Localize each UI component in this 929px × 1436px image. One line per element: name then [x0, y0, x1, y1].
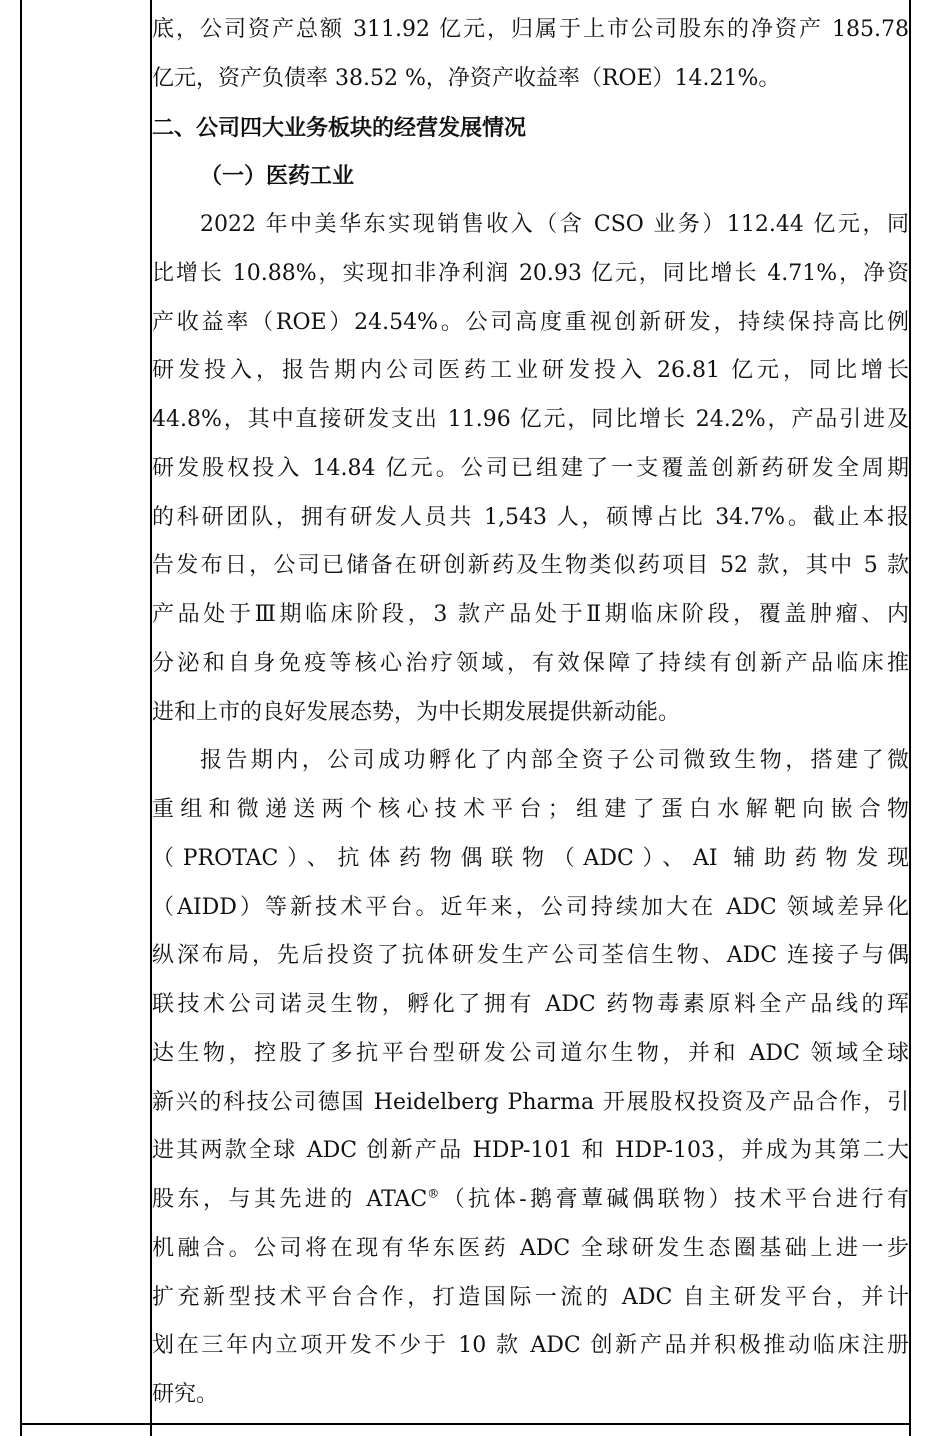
- text-segment: 扩充新型技术平台合作，打造国际一流的 ADC 自主研发平台，并计: [152, 1284, 909, 1310]
- text-segment: （抗体-鹅膏蕈碱偶联物）技术平台进行有: [439, 1187, 910, 1212]
- text-segment: 告发布日，公司已储备在研创新药及生物类似药项目 52 款，其中 5 款: [152, 553, 909, 579]
- text-segment: （PROTAC）、抗体药物偶联物（ADC）、AI 辅助药物发现: [152, 845, 909, 871]
- text-line: [152, 396, 909, 444]
- text-line: [152, 299, 909, 347]
- text-segment: 进和上市的良好发展态势，为中长期发展提供新动能。: [152, 699, 681, 725]
- table-right-border: [909, 0, 911, 1436]
- text-segment: 新兴的科技公司德国 Heidelberg Pharma 开展股权投资及产品合作，引: [152, 1089, 909, 1115]
- text-segment: 股东，与其先进的 ATAC: [152, 1187, 428, 1212]
- text-segment: 研发股权投入 14.84 亿元。公司已组建了一支覆盖创新药研发全周期: [152, 455, 909, 481]
- text-segment: 研究。: [152, 1382, 219, 1407]
- text-line: [152, 445, 909, 493]
- text-line: [152, 786, 909, 834]
- text-segment: 划在三年内立项开发不少于 10 款 ADC 创新产品并积极推动临床注册: [152, 1333, 909, 1359]
- text-segment: 重组和微递送两个核心技术平台；组建了蛋白水解靶向嵌合物: [152, 797, 909, 822]
- text-segment: 分泌和自身免疫等核心治疗领域，有效保障了持续有创新产品临床推: [152, 650, 909, 676]
- text-segment: 的科研团队，拥有研发人员共 1,543 人，硕博占比 34.7%。截止本报: [152, 504, 909, 530]
- text-line: [152, 1371, 909, 1419]
- text-line: [152, 1030, 909, 1078]
- text-line: [152, 1127, 909, 1175]
- text-line: [152, 1274, 909, 1322]
- text-line: [152, 55, 909, 103]
- text-line: [152, 640, 909, 688]
- text-segment: 2022 年中美华东实现销售收入（含 CSO 业务）112.44 亿元，同: [200, 212, 909, 237]
- text-line: [152, 1225, 909, 1273]
- registered-mark: ®: [427, 1186, 440, 1201]
- text-segment: 44.8%，其中直接研发支出 11.96 亿元，同比增长 24.2%，产品引进及: [152, 407, 909, 432]
- text-line: [152, 542, 909, 590]
- table-bottom-border: [20, 1423, 911, 1425]
- text-segment: 二、公司四大业务板块的经营发展情况: [152, 114, 527, 141]
- text-line: [152, 494, 909, 542]
- text-segment: （AIDD）等新技术平台。近年来，公司持续加大在 ADC 领域差异化: [152, 894, 909, 920]
- text-segment: 机融合。公司将在现有华东医药 ADC 全球研发生态圈基础上进一步: [152, 1235, 909, 1261]
- text-segment: 产收益率（ROE）24.54%。公司高度重视创新研发，持续保持高比例: [152, 309, 909, 335]
- section-heading: [152, 104, 909, 152]
- text-line: [152, 591, 909, 639]
- text-segment: （一）医药工业: [200, 163, 355, 190]
- text-line: [152, 1176, 909, 1224]
- text-line: [152, 884, 909, 932]
- text-segment: 产品处于Ⅲ期临床阶段，3 款产品处于Ⅱ期临床阶段，覆盖肿瘤、内: [152, 602, 909, 627]
- text-line: [152, 835, 909, 883]
- section-heading: [200, 152, 909, 200]
- text-line: [152, 1322, 909, 1370]
- text-segment: 联技术公司诺灵生物，孵化了拥有 ADC 药物毒素原料全产品线的珲: [152, 992, 909, 1017]
- text-line: [152, 347, 909, 395]
- text-segment: 纵深布局，先后投资了抗体研发生产公司荃信生物、ADC 连接子与偶: [152, 943, 909, 969]
- text-segment: 达生物，控股了多抗平台型研发公司道尔生物，并和 ADC 领域全球: [152, 1040, 909, 1066]
- text-line: [200, 737, 909, 785]
- text-segment: 研发投入，报告期内公司医药工业研发投入 26.81 亿元，同比增长: [152, 358, 909, 384]
- text-segment: 比增长 10.88%，实现扣非净利润 20.93 亿元，同比增长 4.71%，净资: [152, 260, 909, 286]
- text-segment: 底，公司资产总额 311.92 亿元，归属于上市公司股东的净资产 185.78: [152, 17, 909, 42]
- text-segment: 报告期内，公司成功孵化了内部全资子公司微致生物，搭建了微: [200, 748, 909, 774]
- text-line: [200, 201, 909, 249]
- text-line: [152, 932, 909, 980]
- text-line: [152, 250, 909, 298]
- table-left-border: [20, 0, 22, 1436]
- text-line: [152, 1079, 909, 1127]
- text-line: [152, 689, 909, 737]
- text-segment: 亿元，资产负债率 38.52 %，净资产收益率（ROE）14.21%。: [152, 65, 781, 91]
- text-line: [152, 6, 909, 54]
- text-line: [152, 981, 909, 1029]
- text-segment: 进其两款全球 ADC 创新产品 HDP-101 和 HDP-103，并成为其第二大: [152, 1138, 909, 1164]
